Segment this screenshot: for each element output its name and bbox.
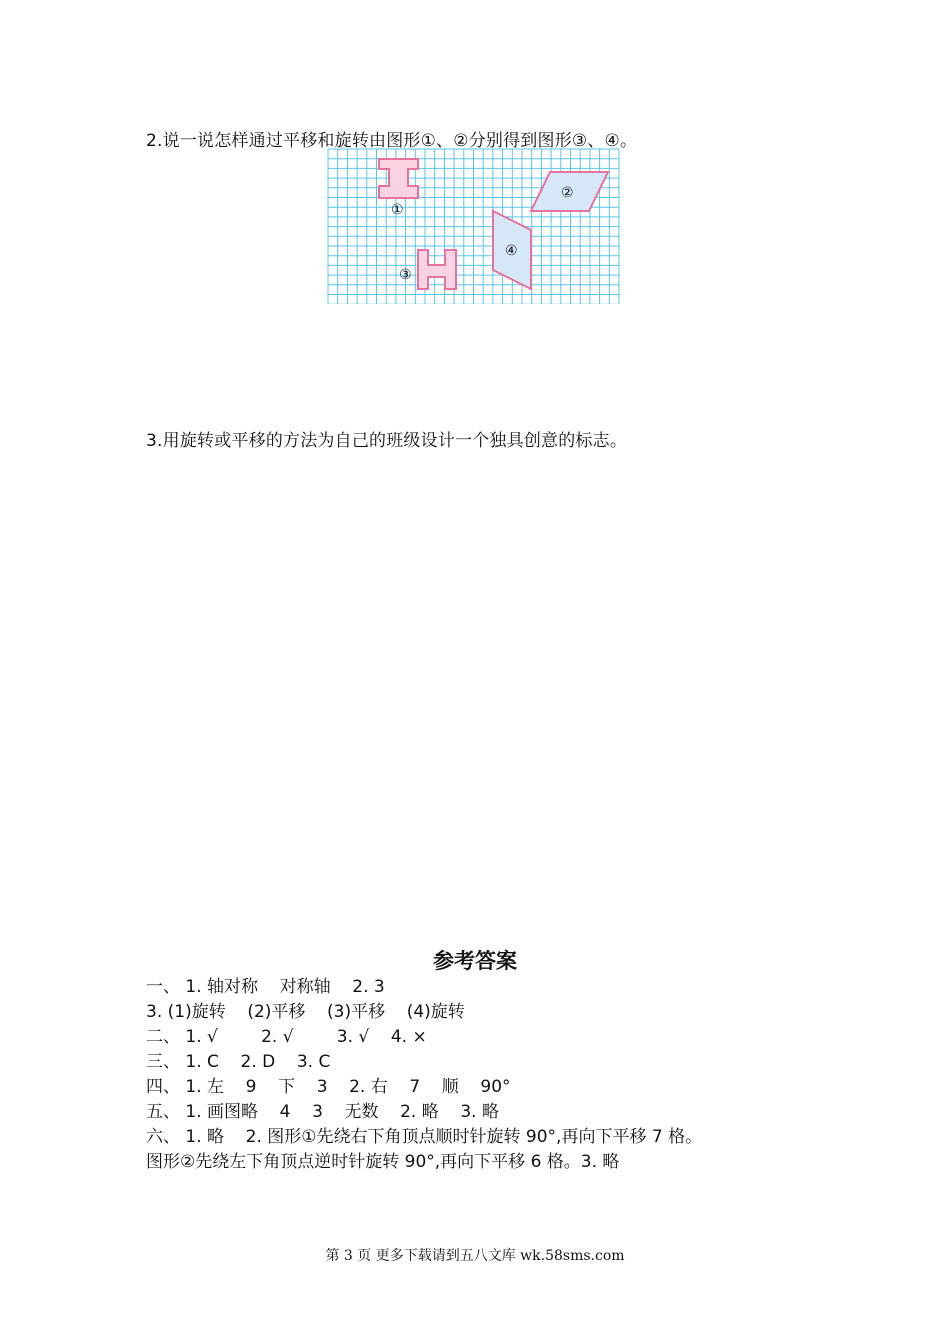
answer-line: 二、 1. √ 2. √ 3. √ 4. × [146, 1027, 427, 1047]
answer-line: 五、 1. 画图略 4 3 无数 2. 略 3. 略 [146, 1102, 499, 1122]
answer-line: 3. (1)旋转 (2)平移 (3)平移 (4)旋转 [146, 1002, 465, 1022]
label-shape-3: ③ [399, 267, 412, 283]
answer-line: 三、 1. C 2. D 3. C [146, 1052, 331, 1072]
label-shape-4: ④ [505, 243, 518, 259]
label-shape-1: ① [391, 202, 404, 218]
answer-line: 四、 1. 左 9 下 3 2. 右 7 顺 90° [146, 1077, 511, 1097]
answer-line: 图形②先绕左下角顶点逆时针旋转 90°,再向下平移 6 格。3. 略 [146, 1152, 620, 1172]
question-3: 3.用旋转或平移的方法为自己的班级设计一个独具创意的标志。 [146, 431, 628, 451]
answer-line: 一、 1. 轴对称 对称轴 2. 3 [146, 977, 385, 997]
grid-figure [327, 148, 623, 304]
answer-line: 六、 1. 略 2. 图形①先绕右下角顶点顺时针旋转 90°,再向下平移 7 格。 [146, 1127, 703, 1147]
label-shape-2: ② [561, 185, 574, 201]
answers-title: 参考答案 [433, 949, 517, 973]
page-footer: 第 3 页 更多下载请到五八文库 wk.58sms.com [325, 1248, 625, 1264]
question-2: 2.说一说怎样通过平移和旋转由图形①、②分别得到图形③、④。 [146, 131, 638, 151]
